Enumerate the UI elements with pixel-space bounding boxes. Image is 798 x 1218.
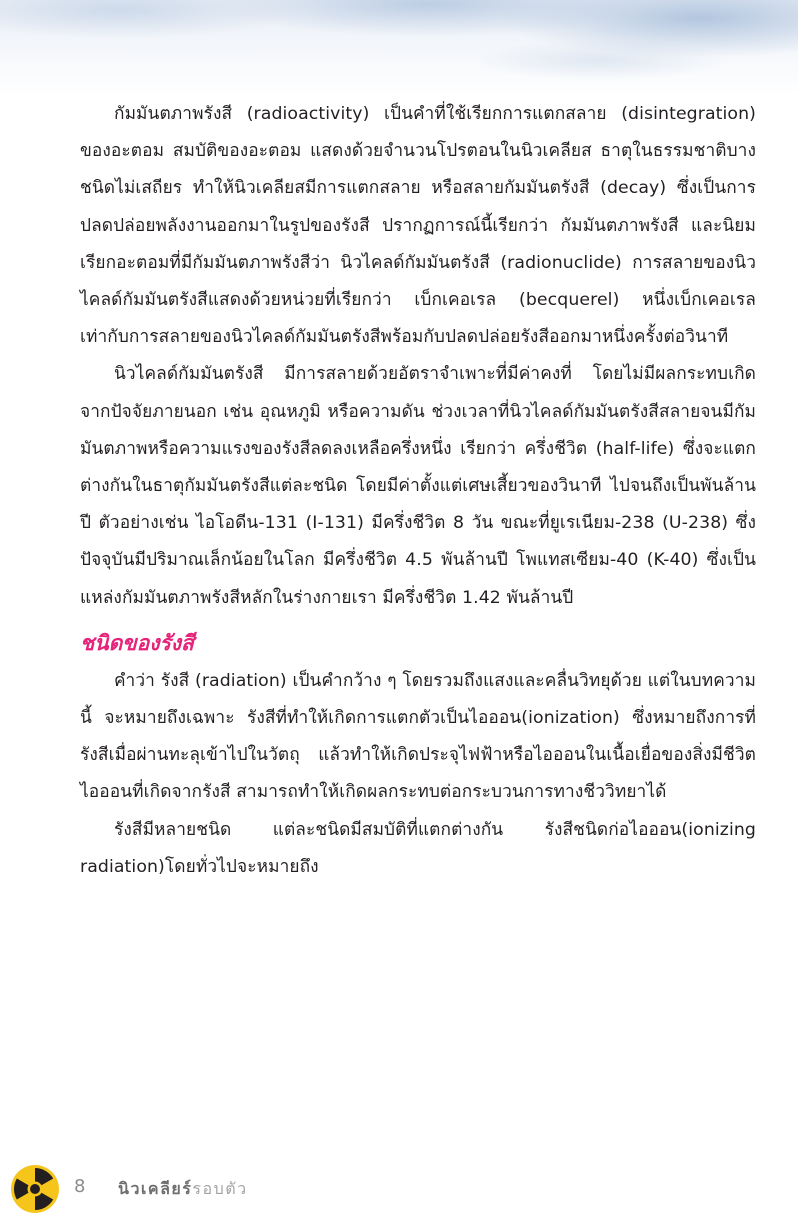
radiation-trefoil-icon	[10, 1164, 60, 1214]
paragraph-radioactivity: กัมมันตภาพรังสี (radioactivity) เป็นคำที่ใช้เรียกการแตกสลาย (disintegration) ของอะตอม สมบัติของอะตอม แสดงด้วยจำนวนโปรตอนในนิวเคลียส ธาตุในธรรมชาติบางชนิดไม่เสถียร ทำให้นิวเคลียสมีการแตกสลาย หรือสลายกัมมันตรังสี (decay) ซึ่งเป็นการปลดปล่อยพลังงานออกมาในรูปของรังสี ปรากฏการณ์นี้เรียกว่า กัมมันตภาพรังสี และนิยมเรียกอะตอมที่มีกัมมันตภาพรังสีว่า นิวไคลด์กัมมันตรังสี (radionuclide) การสลายของนิวไคลด์กัมมันตรังสีแสดงด้วยหน่วยที่เรียกว่า เบ็กเคอเรล (becquerel) หนึ่งเบ็กเคอเรล เท่ากับการสลายของนิวไคลด์กัมมันตรังสีพร้อมกับปลดปล่อยรังสีออกมาหนึ่งครั้งต่อวินาที	[80, 104, 756, 348]
section-heading-radiation-types: ชนิดของรังสี	[80, 630, 194, 655]
article-body	[80, 96, 756, 886]
paragraph-radiation-definition: คำว่า รังสี (radiation) เป็นคำกว้าง ๆ โดยรวมถึงแสงและคลื่นวิทยุด้วย แต่ในบทความนี้ จะหมายถึงเฉพาะ รังสีที่ทำให้เกิดการแตกตัวเป็นไอออน(ionization) ซึ่งหมายถึงการที่รังสีเมื่อผ่านทะลุเข้าไปในวัตถุ แล้วทำให้เกิดประจุไฟฟ้าหรือไอออนในเนื้อเยื่อของสิ่งมีชีวิต ไอออนที่เกิดจากรังสี สามารถทำให้เกิดผลกระทบต่อกระบวนการทางชีววิทยาได้	[80, 670, 756, 803]
publication-title	[118, 1177, 248, 1202]
page-footer	[0, 1160, 798, 1218]
paragraph-half-life: นิวไคลด์กัมมันตรังสี มีการสลายด้วยอัตราจำเพาะที่มีค่าคงที่ โดยไม่มีผลกระทบเกิดจากปัจจัยภายนอก เช่น อุณหภูมิ หรือความดัน ช่วงเวลาที่นิวไคลด์กัมมันตรังสีสลายจนมีกัมมันตภาพหรือความแรงของรังสีลดลงเหลือครึ่งหนึ่ง เรียกว่า ครึ่งชีวิต (half-life) ซึ่งจะแตกต่างกันในธาตุกัมมันตรังสีแต่ละชนิด โดยมีค่าตั้งแต่เศษเสี้ยวของวินาที ไปจนถึงเป็นพันล้านปี ตัวอย่างเช่น ไอโอดีน-131 (I-131) มีครึ่งชีวิต 8 วัน ขณะที่ยูเรเนียม-238 (U-238) ซึ่งปัจจุบันมีปริมาณเล็กน้อยในโลก มีครึ่งชีวิต 4.5 พันล้านปี โพแทสเซียม-40 (K-40) ซึ่งเป็นแหล่งกัมมันตภาพรังสีหลักในร่างกายเรา มีครึ่งชีวิต 1.42 พันล้านปี	[80, 364, 756, 608]
publication-title-bold: นิวเคลียร์	[118, 1179, 193, 1198]
publication-title-light: รอบตัว	[192, 1179, 248, 1198]
page-number: 8	[74, 1176, 86, 1197]
header-sky-background	[0, 0, 798, 95]
paragraph-radiation-kinds: รังสีมีหลายชนิด แต่ละชนิดมีสมบัติที่แตกต่างกัน รังสีชนิดก่อไอออน(ionizing radiation)โดยทั่วไปจะหมายถึง	[80, 819, 756, 877]
